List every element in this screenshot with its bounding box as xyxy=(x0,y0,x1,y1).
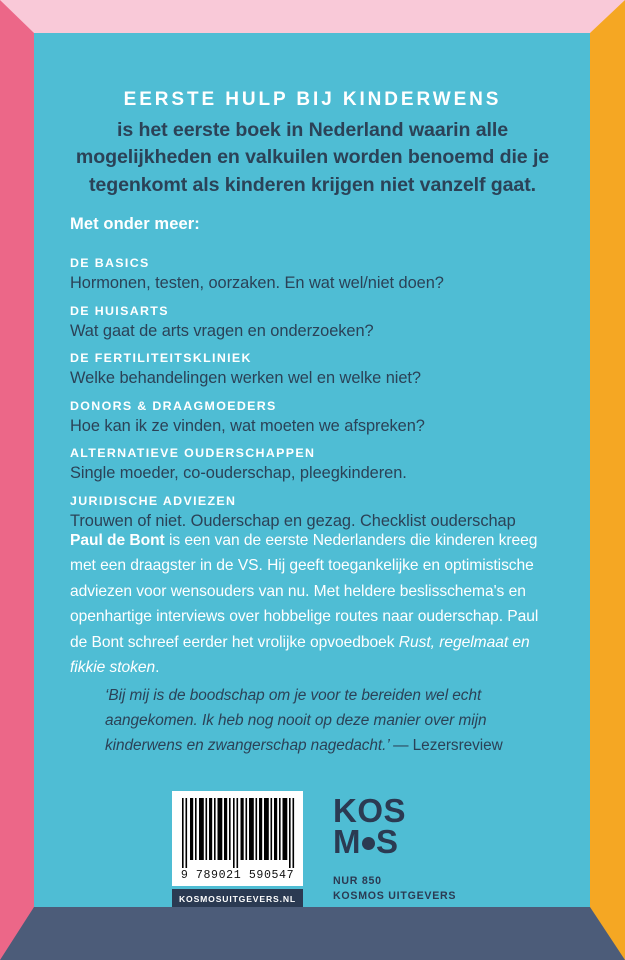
section-description: Hoe kan ik ze vinden, wat moeten we afspreken? xyxy=(70,416,425,435)
contents-intro-label: Met onder meer: xyxy=(70,215,200,233)
section-heading: DE BASICS xyxy=(70,256,150,270)
review-quote-text: ‘Bij mij is de boodschap om je voor te bereiden wel echt aangekomen. Ik heb nog nooit op deze manier over mijn kinderwens en zwangerschap nagedacht.’ xyxy=(105,687,487,755)
logo-line-2 xyxy=(333,823,468,860)
review-quote xyxy=(105,683,545,759)
section-heading: DONORS & DRAAGMOEDERS xyxy=(70,398,277,413)
publisher-website-label: KOSMOSUITGEVERS.NL xyxy=(172,889,303,908)
logo-line-1: KOS xyxy=(333,792,407,829)
barcode-icon xyxy=(180,798,295,868)
list-item xyxy=(70,350,560,390)
bio-text-before: is een van de eerste Nederlanders die kinderen kreeg met een draagster in de VS. Hij geeft toegankelijke en optimistische adviezen voor wensouders van nu. Met heldere beslisschema's en openhartige interviews over hobbelige routes naar ouderschap. Paul de Bont schreef eerder het vrolijke opvoedboek xyxy=(70,532,539,651)
section-description: Wat gaat de arts vragen en onderzoeken? xyxy=(70,321,374,340)
list-item xyxy=(70,398,560,438)
headline-line-4: je tegenkomt als kinderen krijgen niet vanzelf gaat. xyxy=(89,146,550,196)
contents-section-list xyxy=(70,255,560,540)
list-item xyxy=(70,493,560,533)
logo-letter-m: M xyxy=(333,823,361,860)
logo-letter-s: S xyxy=(376,823,399,860)
kosmos-logo xyxy=(333,792,468,860)
barcode-block xyxy=(172,791,303,908)
barcode-panel xyxy=(172,791,303,886)
publisher-block xyxy=(333,792,468,920)
list-item xyxy=(70,255,560,295)
publisher-cities: UTRECHT/ANTWERPEN xyxy=(333,905,468,918)
headline-block xyxy=(56,86,569,199)
section-heading: ALTERNATIEVE OUDERSCHAPPEN xyxy=(70,446,316,460)
section-description: Welke behandelingen werken wel en welke niet? xyxy=(70,369,421,387)
section-description: Trouwen of niet. Ouderschap en gezag. Checklist ouderschap xyxy=(70,511,516,530)
list-item xyxy=(70,303,560,343)
section-description: Single moeder, co-ouderschap, pleegkinderen. xyxy=(70,464,407,482)
bio-text-after: . xyxy=(155,659,160,677)
isbn-digits: 9 789021 590547 xyxy=(180,869,295,882)
author-bio xyxy=(70,528,545,680)
headline-line-3: mogelijkheden en valkuilen worden benoemd die xyxy=(75,146,528,168)
headline-line-2: is het eerste boek in Nederland waarin alle xyxy=(117,118,508,141)
nur-code: NUR 850 xyxy=(333,875,382,887)
referenced-book-title: Rust, regelmaat en fikkie stoken xyxy=(70,633,530,677)
section-heading: DE HUISARTS xyxy=(70,303,169,318)
section-heading: DE FERTILITEITSKLINIEK xyxy=(70,351,252,365)
section-description: Hormonen, testen, oorzaken. En wat wel/niet doen? xyxy=(70,274,444,292)
review-attribution: — Lezersreview xyxy=(393,737,503,755)
section-heading: JURIDISCHE ADVIEZEN xyxy=(70,493,237,508)
author-name: Paul de Bont xyxy=(70,532,165,549)
publisher-name: KOSMOS UITGEVERS xyxy=(333,890,457,903)
imprint-details xyxy=(333,874,468,920)
logo-dot-icon xyxy=(362,837,375,850)
list-item xyxy=(70,445,560,485)
book-title: EERSTE HULP BIJ KINDERWENS xyxy=(123,89,502,110)
